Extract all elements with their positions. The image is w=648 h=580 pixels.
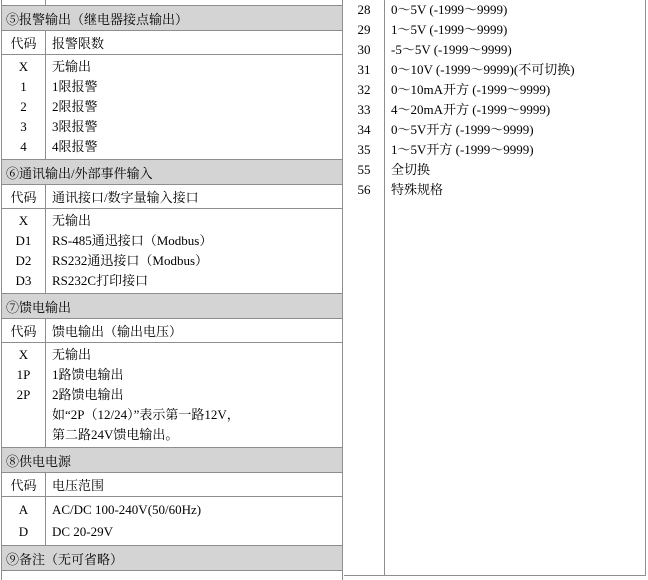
code-column-header: 代码 <box>2 185 46 209</box>
section-title: ⑦馈电输出 <box>2 294 343 319</box>
signal-desc: 1～5V开方 (-1999～9999) <box>391 142 534 157</box>
code-value: D <box>18 524 29 539</box>
desc-cell <box>46 497 343 546</box>
code-cell <box>2 497 46 546</box>
section-header-row <box>2 294 343 319</box>
column-header-row <box>2 31 343 55</box>
desc-value: 无输出 <box>52 213 92 228</box>
section-title: ⑧供电电源 <box>2 448 343 473</box>
column-header-row <box>2 319 343 343</box>
code-value: 2 <box>20 99 27 114</box>
section-title: ⑤报警输出（继电器接点输出） <box>2 6 343 31</box>
desc-cell <box>46 55 343 160</box>
signal-desc: 全切换 <box>391 162 431 177</box>
desc-value: 如“2P（12/24）”表示第一路12V， <box>52 407 240 422</box>
signal-code: 33 <box>357 102 371 117</box>
code-value <box>2 405 45 425</box>
desc-cell <box>46 343 343 448</box>
desc-column-header: 电压范围 <box>46 473 343 497</box>
code-value <box>2 425 45 445</box>
desc-value: 2限报警 <box>52 99 98 114</box>
signal-code: 29 <box>357 22 371 37</box>
signal-desc: 0～10mA开方 (-1999～9999) <box>391 82 551 97</box>
signal-desc: 0～10V (-1999～9999)(不可切换) <box>391 62 575 77</box>
code-value: D3 <box>15 273 32 288</box>
section-header-row <box>2 448 343 473</box>
section-body-row <box>2 209 343 294</box>
code-value: 2P <box>16 387 31 402</box>
column-header-row <box>2 473 343 497</box>
section-title: ⑨备注（无可省略） <box>2 546 343 571</box>
column-header-row <box>2 185 343 209</box>
signal-desc: 4～20mA开方 (-1999～9999) <box>391 102 551 117</box>
code-cell <box>2 55 46 160</box>
signal-code-column <box>344 0 385 575</box>
desc-value: 1限报警 <box>52 79 98 94</box>
desc-value: 3限报警 <box>52 119 98 134</box>
code-cell <box>2 209 46 294</box>
desc-value: RS232通迅接口（Modbus） <box>52 253 209 268</box>
code-cell <box>2 343 46 448</box>
section-body-row <box>2 343 343 448</box>
code-value: 1P <box>16 367 31 382</box>
desc-column-header: 馈电输出（输出电压） <box>46 319 343 343</box>
desc-value: 无输出 <box>52 347 92 362</box>
code-value: X <box>18 347 29 362</box>
code-value: D1 <box>15 233 32 248</box>
signal-desc-column <box>385 0 645 200</box>
signal-desc: 0～5V开方 (-1999～9999) <box>391 122 534 137</box>
section-title: ⑥通讯输出/外部事件输入 <box>2 160 343 185</box>
code-value: D2 <box>15 253 32 268</box>
desc-value: 无输出 <box>52 59 92 74</box>
desc-cell <box>46 209 343 294</box>
signal-code: 55 <box>357 162 371 177</box>
signal-type-list <box>344 0 646 576</box>
notes-empty-row <box>2 571 343 580</box>
signal-desc: 1～5V (-1999～9999) <box>391 22 508 37</box>
signal-code: 35 <box>357 142 371 157</box>
signal-code: 31 <box>357 62 371 77</box>
model-selection-table-body <box>2 0 343 580</box>
code-value: 3 <box>20 119 27 134</box>
signal-desc: 0～5V (-1999～9999) <box>391 2 508 17</box>
code-column-header: 代码 <box>2 319 46 343</box>
desc-value: 1路馈电输出 <box>52 367 124 382</box>
code-value: 4 <box>20 139 27 154</box>
signal-code: 28 <box>357 2 371 17</box>
desc-value: RS232C打印接口 <box>52 273 149 288</box>
section-body-row <box>2 55 343 160</box>
model-selection-table <box>1 0 343 580</box>
code-value: 1 <box>20 79 27 94</box>
code-value: X <box>18 59 29 74</box>
desc-value: 4限报警 <box>52 139 98 154</box>
code-value: A <box>18 502 29 517</box>
signal-code: 56 <box>357 182 371 197</box>
signal-code: 30 <box>357 42 371 57</box>
code-column-header: 代码 <box>2 473 46 497</box>
signal-code: 34 <box>357 122 371 137</box>
desc-value: DC 20-29V <box>52 524 114 539</box>
desc-value: RS-485通迅接口（Modbus） <box>52 233 213 248</box>
notes-empty-cell <box>2 571 343 580</box>
section-body-row <box>2 497 343 546</box>
signal-desc: -5～5V (-1999～9999) <box>391 42 512 57</box>
section-header-row <box>2 546 343 571</box>
desc-value: 第二路24V馈电输出。 <box>52 427 179 442</box>
desc-column-header: 通讯接口/数字量输入接口 <box>46 185 343 209</box>
signal-code: 32 <box>357 82 371 97</box>
desc-value: 2路馈电输出 <box>52 387 124 402</box>
desc-value: AC/DC 100-240V(50/60Hz) <box>52 502 202 517</box>
code-value: X <box>18 213 29 228</box>
desc-column-header: 报警限数 <box>46 31 343 55</box>
code-column-header: 代码 <box>2 31 46 55</box>
section-header-row <box>2 160 343 185</box>
signal-desc: 特殊规格 <box>391 182 444 197</box>
section-header-row <box>2 6 343 31</box>
